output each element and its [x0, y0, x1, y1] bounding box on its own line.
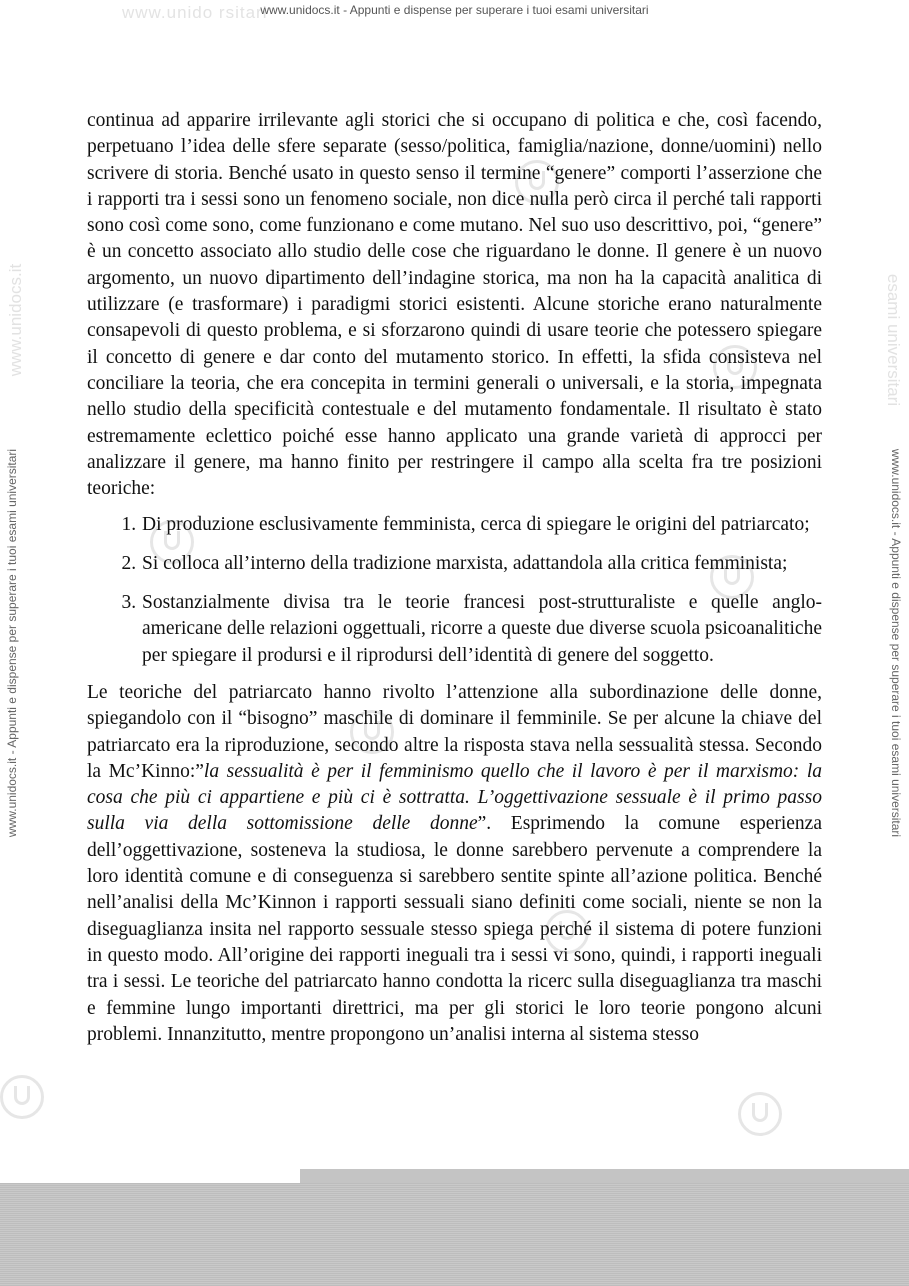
paragraph-2-end: ”. Esprimendo la comune esperienza dell’oggettivazione, sosteneva la studiosa, le donne sarebbero pervenute a comprendere la loro identità comune e di conseguenza si sarebbero sentite spinte all’azione politica. Benché nell’analisi della Mc’Kinnon i rapporti sessuali siano definiti come sociali, niente se non la diseguaglianza insita nel rapporto sessuale stesso spiega perché il sistema di potere funzioni in questo modo. All’origine dei rapporti ineguali tra i sessi vi sono, quindi, i rapporti ineguali tra i sessi. Le teoriche del patriarcato hanno condotta la ricerc sulla diseguaglianza tra maschi e femmine lungo importanti direttrici, ma per gli storici le loro teorie pongono alcuni problemi. Innanzitutto, mentre propongono un’analisi interna al sistema stesso: [87, 813, 822, 1045]
right-side-watermark: www.unidocs.it - Appunti e dispense per superare i tuoi esami universitari: [889, 448, 903, 838]
paragraph-2-start: Le teoriche del patriarcato hanno rivolto l’attenzione alla subordinazione delle donne, spiegandolo con il “bisogno” maschile di dominare il femminile. Se per alcune la chiave del patriarcato era la riproduzione, secondo altre la risposta stava nella sessualità stessa. Secondo la Mc’Kinno:”: [87, 681, 822, 782]
header-watermark: www.unidocs.it - Appunti e dispense per superare i tuoi esami universitari: [260, 3, 649, 17]
left-ghost-watermark: www.unidocs.it: [6, 263, 25, 377]
theory-list: [87, 512, 822, 668]
list-item: 3. Sostanzialmente divisa tra le teorie francesi post-strutturaliste e quelle anglo-americane delle relazioni oggettuali, ricorre a queste due diverse scuola psicoanalitiche per spiegare il prodursi e il riprodursi dell’identità di genere del soggetto.: [141, 590, 822, 669]
paragraph-2: [87, 680, 822, 1048]
mckinnon-quote: la sessualità è per il femminismo quello che il lavoro è per il marxismo: la cosa che più ci appartiene e più ci è sottratta. L’oggettivazione sessuale è il primo passo sulla via della sottomissione delle donne: [87, 760, 822, 835]
right-ghost-watermark: esami universitari: [884, 273, 903, 407]
document-body: [87, 108, 822, 1048]
watermark-logo-icon: [0, 1075, 44, 1119]
watermark-logo-icon: [738, 1092, 782, 1136]
list-item: 2. Si colloca all’interno della tradizione marxista, adattandola alla critica femminista;: [141, 551, 822, 577]
ghost-header-watermark: www.unido rsitari: [122, 3, 268, 22]
list-item: 1. Di produzione esclusivamente femminista, cerca di spiegare le origini del patriarcato;: [141, 512, 822, 538]
paragraph-1: continua ad apparire irrilevante agli storici che si occupano di politica e che, così facendo, perpetuano l’idea delle sfere separate (sesso/politica, famiglia/nazione, donne/uomini) nello scrivere di storia. Benché usato in questo senso il termine “genere” comporti l’asserzione che i rapporti tra i sessi sono un fenomeno sociale, non dice nulla però circa il perché tali rapporti sono così come sono, come funzionano e come mutano. Nel suo uso descrittivo, poi, “genere” è un concetto associato allo studio delle cose che riguardano le donne. Il genere è un nuovo argomento, un nuovo dipartimento dell’indagine storica, ma non ha la capacità analitica di utilizzare (e trasformare) i paradigmi storici esistenti. Alcune storiche erano naturalmente consapevoli di questo problema, e si sforzarono quindi di usare teorie che potessero spiegare il concetto di genere e dar conto del mutamento storico. In effetti, la sfida consisteva nel conciliare la teoria, che era concepita in termini generali o universali, e la storia, impegnata nello studio della specificità contestuale e del mutamento fondamentale. Il risultato è stato estremamente eclettico poiché esse hanno applicato una grande varietà di approcci per analizzare il genere, ma hanno finito per restringere il campo alla scelta fra tre posizioni teoriche:: [87, 110, 822, 500]
page-bottom-overlay: [0, 1183, 909, 1286]
left-side-watermark: www.unidocs.it - Appunti e dispense per superare i tuoi esami universitari: [5, 448, 19, 838]
